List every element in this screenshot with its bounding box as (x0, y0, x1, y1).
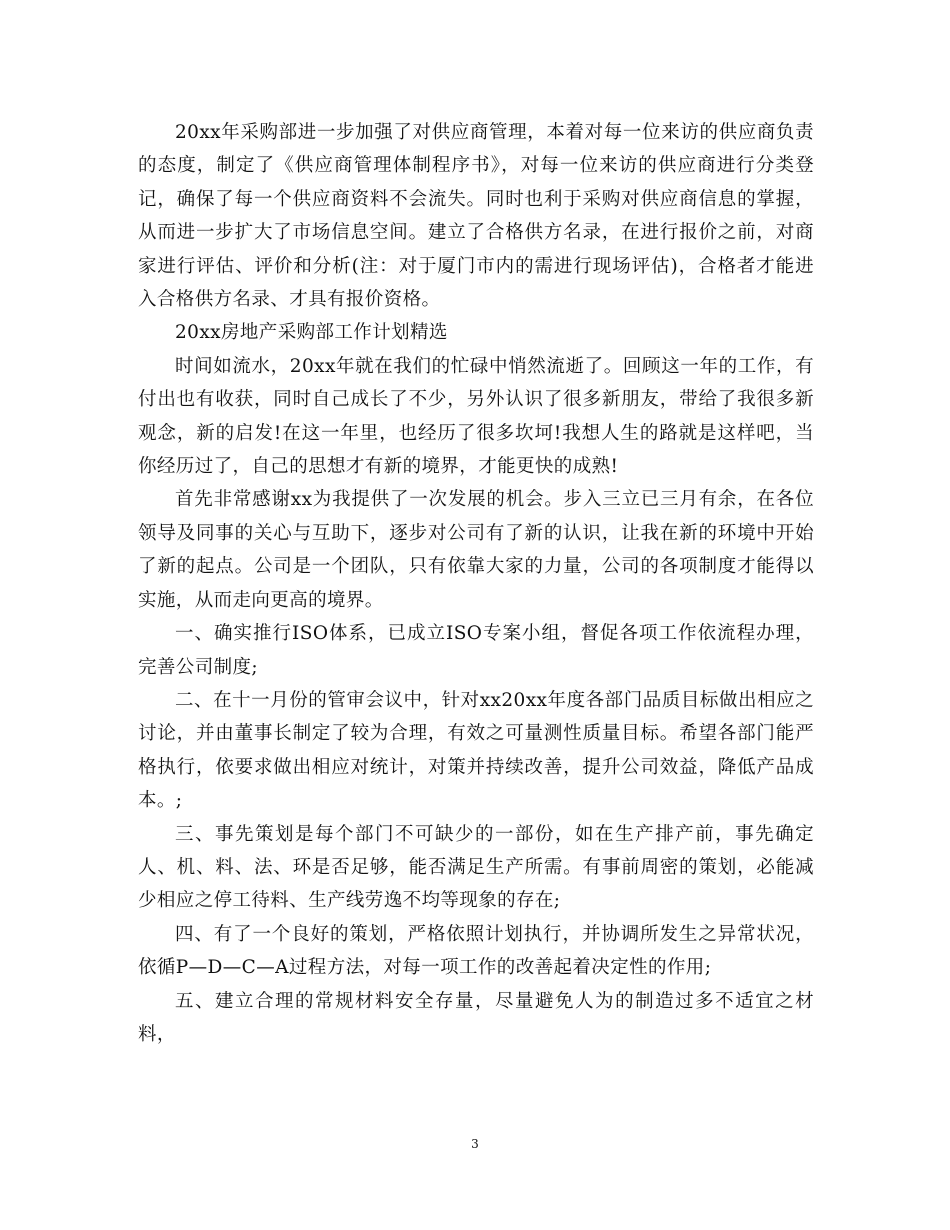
list-item-1: 一、确实推行ISO体系，已成立ISO专案小组，督促各项工作依流程办理，完善公司制度; (138, 623, 814, 678)
paragraph-supplier-management: 20xx年采购部进一步加强了对供应商管理，本着对每一位来访的供应商负责的态度，制定了《供应商管理体制程序书》，对每一位来访的供应商进行分类登记，确保了每一个供应商资料不会流失。同时也利于采购对供应商信息的掌握，从而进一步扩大了市场信息空间。建立了合格供方名录，在进行报价之前，对商家进行评估、评价和分析(注：对于厦门市内的需进行现场评估)，合格者才能进入合格供方名录、才具有报价资格。 (138, 122, 814, 311)
paragraph-year-review: 时间如流水，20xx年就在我们的忙碌中悄然流逝了。回顾这一年的工作，有付出也有收获，同时自己成长了不少，另外认识了很多新朋友，带给了我很多新观念，新的启发!在这一年里，也经历了很多坎坷!我想人生的路就是这样吧，当你经历过了，自己的思想才有新的境界，才能更快的成熟! (138, 355, 814, 478)
list-item-5: 五、建立合理的常规材料安全存量，尽量避免人为的制造过多不适宜之材料， (138, 990, 814, 1045)
list-item-2: 二、在十一月份的管审会议中，针对xx20xx年度各部门品质目标做出相应之讨论，并由董事长制定了较为合理，有效之可量测性质量目标。希望各部门能严格执行，依要求做出相应对统计，对策并持续改善，提升公司效益，降低产品成本。; (138, 689, 814, 812)
document-body (138, 116, 814, 1051)
page-number: 3 (471, 1137, 479, 1151)
list-item-3: 三、事先策划是每个部门不可缺少的一部份，如在生产排产前，事先确定人、机、料、法、环是否足够，能否满足生产所需。有事前周密的策划，必能减少相应之停工待料、生产线劳逸不均等现象的存在; (138, 823, 814, 912)
section-heading: 20xx房地产采购部工作计划精选 (175, 322, 448, 344)
list-item-4: 四、有了一个良好的策划，严格依照计划执行，并协调所发生之异常状况，依循P—D—C—A过程方法，对每一项工作的改善起着决定性的作用; (138, 923, 814, 979)
paragraph-thanks: 首先非常感谢xx为我提供了一次发展的机会。步入三立已三月有余，在各位领导及同事的关心与互助下，逐步对公司有了新的认识，让我在新的环境中开始了新的起点。公司是一个团队，只有依靠大家的力量，公司的各项制度才能得以实施，从而走向更高的境界。 (138, 489, 814, 611)
